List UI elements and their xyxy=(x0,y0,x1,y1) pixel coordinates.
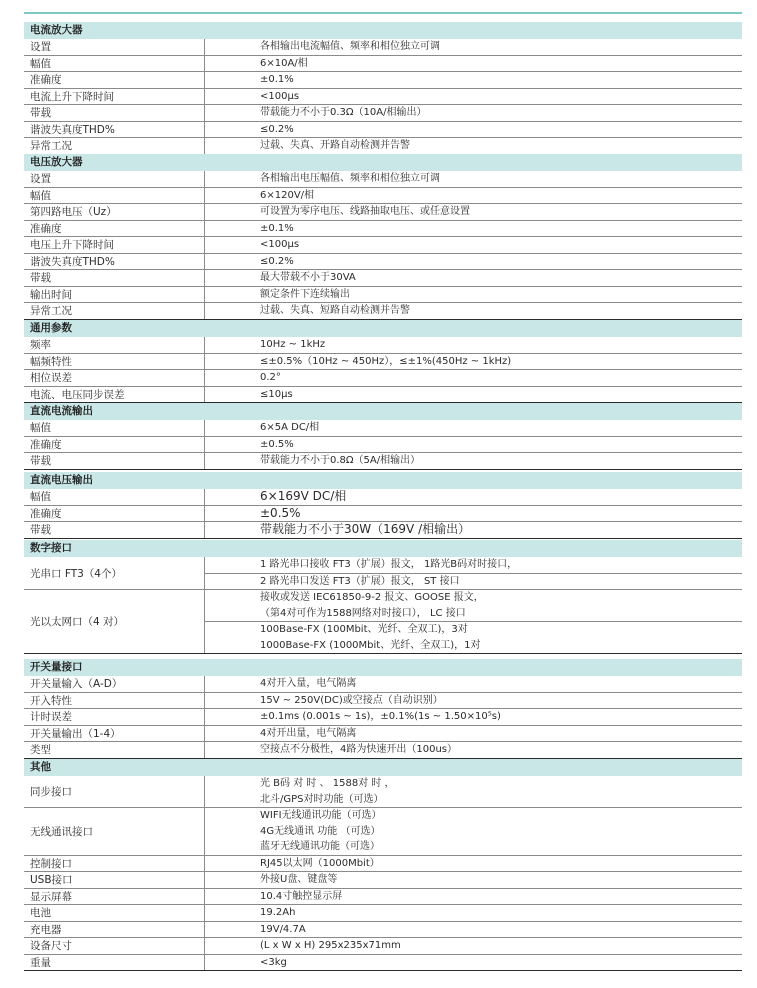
spec-row xyxy=(24,709,742,726)
spec-value xyxy=(205,303,742,319)
spec-section xyxy=(24,759,742,971)
spec-value xyxy=(205,856,742,872)
spec-key: 谐波失真度THD% xyxy=(24,122,205,138)
spec-key: 光以太网口（4 对） xyxy=(24,590,205,653)
spec-value xyxy=(205,557,742,589)
spec-value-line: 19.2Ah xyxy=(260,907,296,918)
spec-key: 类型 xyxy=(24,742,205,758)
spec-key: 幅频特性 xyxy=(24,354,205,370)
spec-key: 异常工况 xyxy=(24,303,205,319)
spec-key: 带载 xyxy=(24,105,205,121)
spec-value xyxy=(205,188,742,204)
spec-key: 频率 xyxy=(24,337,205,353)
spec-row xyxy=(24,742,742,759)
spec-value xyxy=(205,221,742,237)
spec-key: 带载 xyxy=(24,270,205,286)
spec-row xyxy=(24,872,742,889)
section-title: 电压放大器 xyxy=(24,154,742,171)
section-title: 其他 xyxy=(24,759,742,776)
spec-row xyxy=(24,56,742,73)
spec-key: 设备尺寸 xyxy=(24,938,205,954)
spec-value-line: 19V/4.7A xyxy=(260,923,306,935)
spec-value xyxy=(205,938,742,954)
spec-value xyxy=(205,56,742,72)
spec-value-line: 蓝牙无线通讯功能（可选） xyxy=(260,841,380,852)
spec-value-line: ±0.5% xyxy=(260,505,301,520)
spec-row xyxy=(24,303,742,320)
spec-key: USB接口 xyxy=(24,872,205,888)
spec-value-line: ±0.1ms (0.001s ~ 1s)，±0.1%(1s ~ 1.50×10⁵s) xyxy=(260,711,501,722)
spec-row xyxy=(24,89,742,106)
spec-value-line: 可设置为零序电压、线路抽取电压、或任意设置 xyxy=(260,206,470,217)
spec-value-line: 2 路光串口发送 FT3（扩展）报文， ST 接口 xyxy=(205,573,742,590)
spec-value xyxy=(205,437,742,453)
spec-value-line: 光 B码 对 时 、 1588对 时 ， xyxy=(260,778,395,789)
spec-value xyxy=(205,676,742,692)
spec-row xyxy=(24,726,742,743)
spec-value-line: 过载、失真、开路自动检测并告警 xyxy=(260,140,410,151)
spec-value-line: 4对开入量，电气隔离 xyxy=(260,678,357,689)
spec-value xyxy=(205,955,742,971)
spec-value xyxy=(205,453,742,469)
spec-value-line: ≤±0.5%（10Hz ~ 450Hz），≤±1%(450Hz ~ 1kHz) xyxy=(260,355,512,367)
section-title: 通用参数 xyxy=(24,320,742,337)
spec-value-line: 6×120V/相 xyxy=(260,189,315,201)
spec-row xyxy=(24,453,742,470)
spec-key: 幅值 xyxy=(24,489,205,505)
spec-key: 准确度 xyxy=(24,72,205,88)
spec-value-line: 空接点不分极性，4路为快速开出（100us） xyxy=(260,744,457,755)
spec-row xyxy=(24,287,742,304)
spec-value xyxy=(205,506,742,522)
spec-value-line: 各相输出电压幅值、频率和相位独立可调 xyxy=(260,173,440,184)
spec-value-line: 过载、失真、短路自动检测并告警 xyxy=(260,305,410,316)
spec-value-line: 接收或发送 IEC61850-9-2 报文、GOOSE 报文， xyxy=(260,592,484,603)
spec-value-line: 15V ~ 250V(DC)或空接点（自动识别） xyxy=(260,694,443,706)
spec-section xyxy=(24,320,742,403)
spec-key: 幅值 xyxy=(24,420,205,436)
spec-key: 带载 xyxy=(24,453,205,469)
spec-row xyxy=(24,72,742,89)
spec-value-line: (L x W x H) 295x235x71mm xyxy=(260,940,401,951)
spec-value xyxy=(205,590,742,653)
spec-value-line: 6×5A DC/相 xyxy=(260,422,320,433)
spec-section xyxy=(24,403,742,470)
spec-value xyxy=(205,776,742,807)
spec-value xyxy=(205,105,742,121)
spec-value xyxy=(205,354,742,370)
spec-row xyxy=(24,522,742,539)
spec-value-line: 带载能力不小于0.3Ω（10A/相输出） xyxy=(260,107,427,118)
spec-value-line: 4对开出量，电气隔离 xyxy=(260,727,357,739)
spec-value-line: 带载能力不小于0.8Ω（5A/相输出） xyxy=(260,455,421,466)
spec-row xyxy=(24,922,742,939)
spec-row xyxy=(24,270,742,287)
spec-key: 准确度 xyxy=(24,437,205,453)
spec-value-line: 100Base-FX (100Mbit、光纤、全双工)，3对 xyxy=(205,621,742,638)
spec-value xyxy=(205,89,742,105)
spec-value xyxy=(205,872,742,888)
spec-value-line: <3kg xyxy=(260,956,287,968)
spec-row xyxy=(24,105,742,122)
spec-row xyxy=(24,590,742,654)
spec-value xyxy=(205,522,742,538)
spec-value-line: ±0.5% xyxy=(260,438,294,450)
spec-key: 电流、电压同步误差 xyxy=(24,387,205,403)
spec-row xyxy=(24,204,742,221)
spec-key: 无线通讯接口 xyxy=(24,808,205,855)
spec-row xyxy=(24,237,742,254)
spec-value-line: 1 路光串口接收 FT3（扩展）报文， 1路光B码对时接口， xyxy=(260,559,518,570)
spec-key: 相位误差 xyxy=(24,370,205,386)
spec-value xyxy=(205,138,742,154)
spec-key: 重量 xyxy=(24,955,205,971)
spec-row xyxy=(24,420,742,437)
spec-section xyxy=(24,659,742,759)
top-rule xyxy=(24,12,742,14)
spec-value xyxy=(205,709,742,725)
spec-value-line: 6×169V DC/相 xyxy=(260,489,347,503)
spec-section xyxy=(24,540,742,654)
spec-key: 开入特性 xyxy=(24,693,205,709)
spec-value-line: 外接U盘、键盘等 xyxy=(260,874,338,885)
spec-value-line: ≤10μs xyxy=(260,388,293,400)
spec-value-line: 10Hz ~ 1kHz xyxy=(260,339,326,350)
spec-value-line: 1000Base-FX (1000Mbit、光纤、全双工)，1对 xyxy=(260,639,481,651)
spec-section xyxy=(24,154,742,320)
spec-key: 显示屏幕 xyxy=(24,889,205,905)
spec-value-line: ≤0.2% xyxy=(260,123,294,135)
spec-row xyxy=(24,938,742,955)
spec-row xyxy=(24,676,742,693)
spec-value xyxy=(205,39,742,55)
spec-key: 电压上升下降时间 xyxy=(24,237,205,253)
spec-row xyxy=(24,39,742,56)
spec-value xyxy=(205,387,742,403)
spec-key: 设置 xyxy=(24,171,205,187)
spec-row xyxy=(24,489,742,506)
spec-value-line: <100μs xyxy=(260,239,300,250)
spec-value xyxy=(205,905,742,921)
spec-key: 充电器 xyxy=(24,922,205,938)
spec-value-line: RJ45以太网（1000Mbit） xyxy=(260,857,380,869)
spec-value xyxy=(205,337,742,353)
spec-row xyxy=(24,437,742,454)
spec-row xyxy=(24,337,742,354)
spec-row xyxy=(24,905,742,922)
spec-value xyxy=(205,204,742,220)
spec-value-line: 北斗/GPS对时功能（可选） xyxy=(260,793,384,805)
spec-key: 第四路电压（Uz） xyxy=(24,204,205,220)
section-title: 直流电流输出 xyxy=(24,403,742,420)
spec-section xyxy=(24,22,742,155)
section-title: 电流放大器 xyxy=(24,22,742,39)
spec-value-line: 额定条件下连续输出 xyxy=(260,288,350,300)
spec-key: 带载 xyxy=(24,522,205,538)
spec-value-line: 4G无线通讯 功能 （可选） xyxy=(260,825,381,837)
spec-key: 准确度 xyxy=(24,221,205,237)
spec-row xyxy=(24,370,742,387)
spec-value xyxy=(205,370,742,386)
spec-key: 谐波失真度THD% xyxy=(24,254,205,270)
spec-value xyxy=(205,489,742,505)
spec-row xyxy=(24,171,742,188)
spec-key: 异常工况 xyxy=(24,138,205,154)
spec-section xyxy=(24,472,742,539)
spec-value xyxy=(205,270,742,286)
spec-value xyxy=(205,420,742,436)
spec-row xyxy=(24,889,742,906)
spec-row xyxy=(24,354,742,371)
spec-key: 计时误差 xyxy=(24,709,205,725)
spec-value xyxy=(205,72,742,88)
spec-value-line: 6×10A/相 xyxy=(260,57,308,69)
spec-value xyxy=(205,254,742,270)
spec-value-line: ±0.1% xyxy=(260,74,294,85)
spec-value-line: 各相输出电流幅值、频率和相位独立可调 xyxy=(260,41,440,52)
spec-row xyxy=(24,856,742,873)
spec-key: 设置 xyxy=(24,39,205,55)
spec-row xyxy=(24,221,742,238)
spec-row xyxy=(24,808,742,856)
spec-value-line: 10.4寸触控显示屏 xyxy=(260,890,343,902)
spec-value-line: <100μs xyxy=(260,90,300,102)
spec-key: 幅值 xyxy=(24,56,205,72)
spec-value xyxy=(205,171,742,187)
section-title: 直流电压输出 xyxy=(24,472,742,489)
section-title: 开关量接口 xyxy=(24,659,742,676)
spec-value-line: ≤0.2% xyxy=(260,255,294,267)
spec-row xyxy=(24,557,742,590)
spec-value xyxy=(205,693,742,709)
spec-key: 控制接口 xyxy=(24,856,205,872)
spec-key: 输出时间 xyxy=(24,287,205,303)
spec-value xyxy=(205,742,742,758)
spec-row xyxy=(24,254,742,271)
spec-value xyxy=(205,237,742,253)
spec-value xyxy=(205,287,742,303)
spec-row xyxy=(24,122,742,139)
spec-value-line: 最大带载不小于30VA xyxy=(260,272,356,283)
spec-row xyxy=(24,955,742,972)
spec-key: 幅值 xyxy=(24,188,205,204)
spec-row xyxy=(24,188,742,205)
spec-value xyxy=(205,889,742,905)
spec-value xyxy=(205,726,742,742)
spec-key: 准确度 xyxy=(24,506,205,522)
spec-value-line: 0.2° xyxy=(260,372,281,383)
spec-key: 电流上升下降时间 xyxy=(24,89,205,105)
spec-row xyxy=(24,776,742,808)
spec-row xyxy=(24,506,742,523)
spec-key: 同步接口 xyxy=(24,776,205,807)
spec-key: 电池 xyxy=(24,905,205,921)
spec-key: 开关量输出（1-4） xyxy=(24,726,205,742)
section-title: 数字接口 xyxy=(24,540,742,557)
spec-value xyxy=(205,808,742,855)
spec-value-line: （第4对可作为1588网络对时接口）， LC 接口 xyxy=(260,607,466,619)
spec-key: 开关量输入（A-D） xyxy=(24,676,205,692)
spec-value-line: 带载能力不小于30W（169V /相输出） xyxy=(260,522,471,536)
spec-value xyxy=(205,922,742,938)
spec-row xyxy=(24,138,742,155)
spec-value-line: WIFI无线通讯功能（可选） xyxy=(260,810,382,821)
spec-key: 光串口 FT3（4个） xyxy=(24,557,205,589)
spec-row xyxy=(24,387,742,404)
spec-value-line: ±0.1% xyxy=(260,222,294,234)
spec-value xyxy=(205,122,742,138)
spec-row xyxy=(24,693,742,710)
